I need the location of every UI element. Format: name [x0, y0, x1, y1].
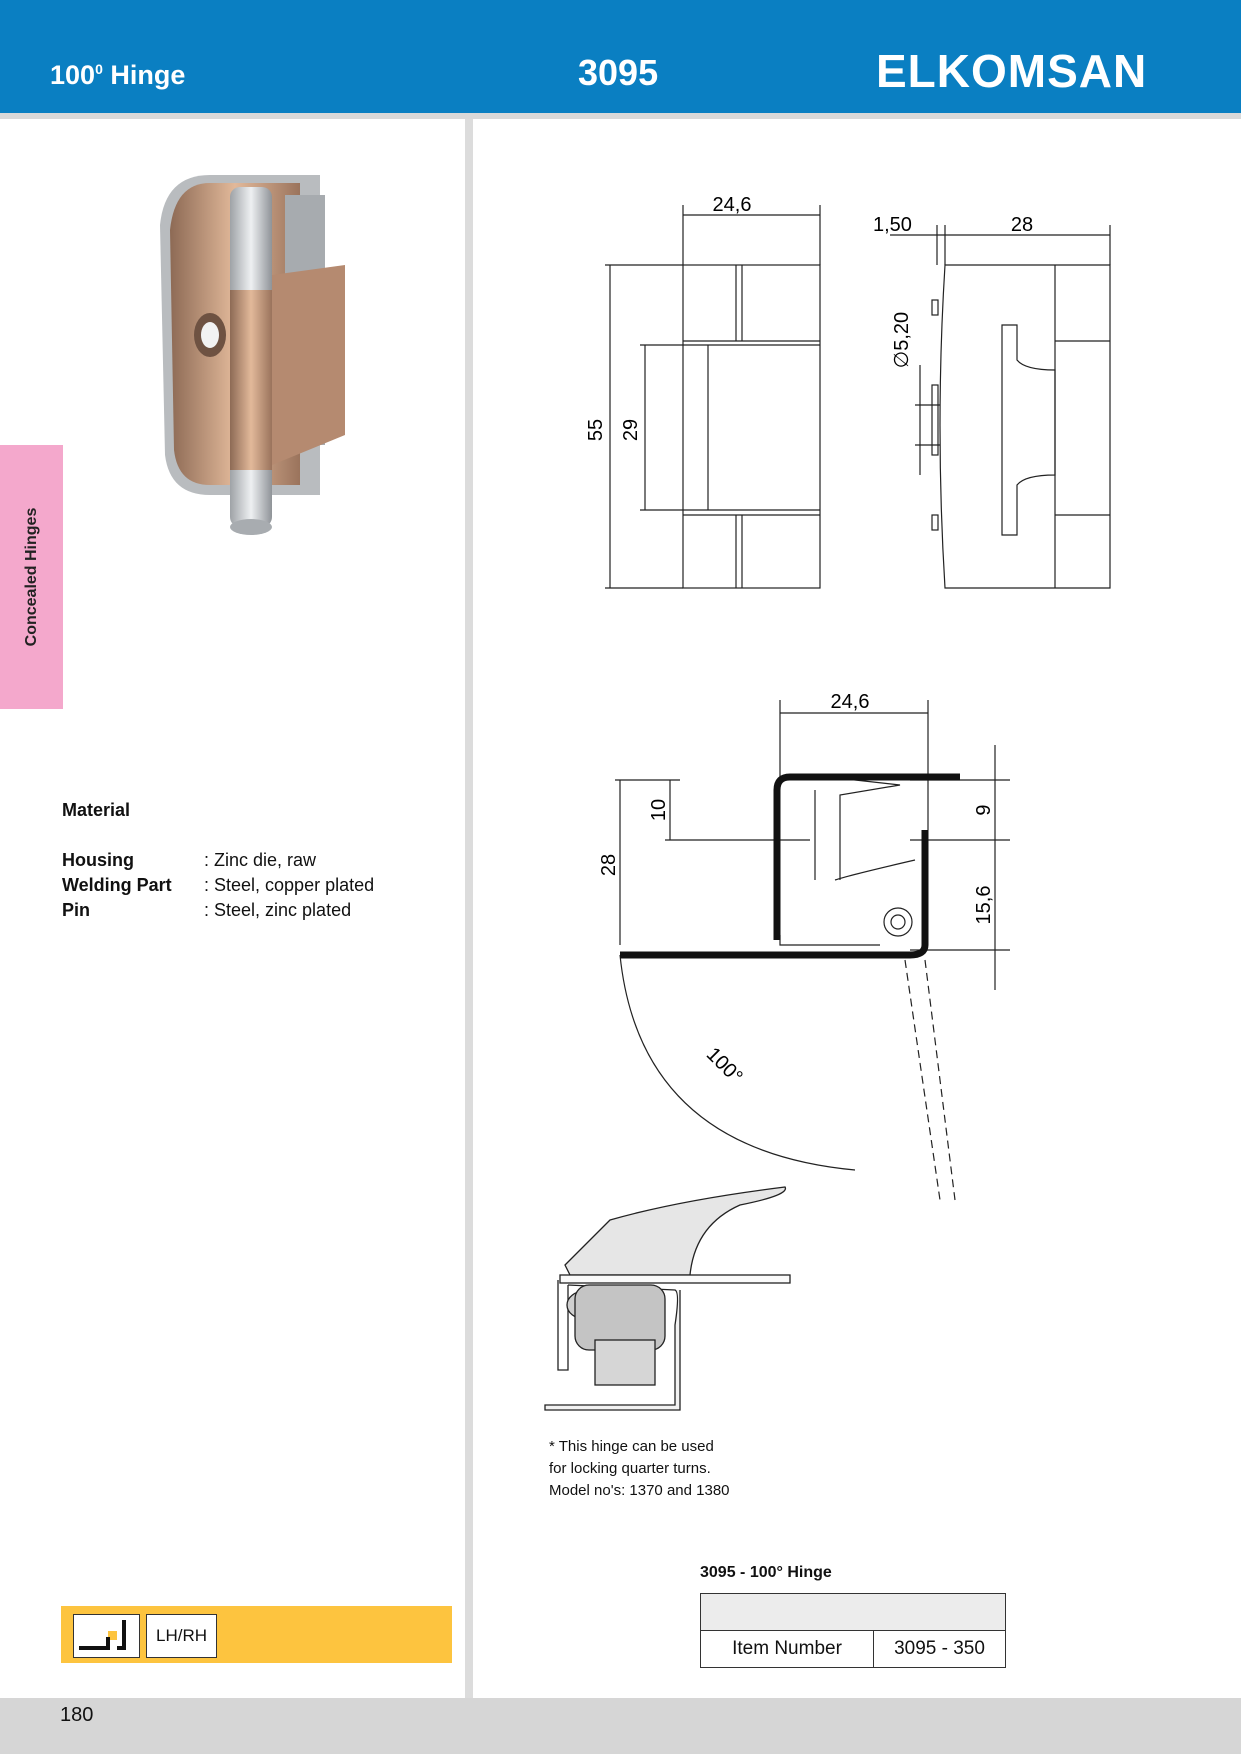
- hand-badge: LH/RH: [146, 1614, 217, 1658]
- material-value: : Steel, copper plated: [204, 875, 375, 895]
- mounting-type-icon: [73, 1614, 140, 1658]
- product-title: $100^0$ Hinge: [50, 60, 186, 90]
- usage-note: [549, 1436, 730, 1502]
- mounting-badge-box: [61, 1606, 452, 1663]
- material-label: Pin: [62, 900, 91, 920]
- material-value: : Steel, zinc plated: [204, 900, 352, 920]
- material-title: Material: [62, 800, 131, 820]
- table-title: 3095 - 100° Hinge: [700, 1564, 832, 1581]
- item-number-table: [700, 1593, 1006, 1668]
- product-code: 3095: [578, 52, 659, 93]
- footer-bar: [0, 1698, 1241, 1754]
- material-label: Housing: [62, 850, 134, 870]
- locking-handle-illustration: [540, 1180, 810, 1420]
- item-number-value: 3095 - 350: [874, 1631, 1006, 1668]
- note-line: Model no's: 1370 and 1380: [549, 1482, 730, 1499]
- header-bar: [0, 0, 1241, 113]
- section-lower-label: 15,6: [973, 885, 995, 925]
- section-depth-label: 28: [598, 853, 620, 877]
- section-offset-label: 10: [648, 798, 670, 822]
- note-line: for locking quarter turns.: [549, 1460, 711, 1477]
- side-thickness-label: 1,50: [873, 214, 912, 236]
- page-number: 180: [60, 1704, 94, 1726]
- category-tab: [0, 445, 63, 709]
- header-shadow: [0, 113, 1241, 119]
- table-row: [701, 1631, 1006, 1668]
- material-value: : Zinc die, raw: [204, 850, 317, 870]
- material-label: Welding Part: [62, 875, 172, 895]
- front-height-total-label: 55: [585, 418, 607, 442]
- section-drawing: [598, 680, 1020, 1210]
- note-line: * This hinge can be used: [549, 1438, 714, 1455]
- front-side-drawing: [585, 185, 1130, 605]
- item-number-label: Item Number: [701, 1631, 874, 1668]
- section-width-label: 24,6: [830, 691, 870, 713]
- side-width-label: 28: [1010, 214, 1034, 236]
- material-row-welding-part: [62, 875, 374, 896]
- section-angle-label: 100°: [701, 1043, 747, 1089]
- side-hole-label: ∅5,20: [891, 311, 913, 369]
- table-header-cell: [701, 1594, 1006, 1631]
- category-tab-label: Concealed Hinges: [22, 507, 40, 647]
- material-row-pin: [62, 900, 351, 921]
- brand-name: ELKOMSAN: [876, 45, 1148, 97]
- material-row-housing: [62, 850, 316, 871]
- section-upper-label: 9: [973, 804, 995, 816]
- front-height-inner-label: 29: [620, 418, 642, 442]
- front-width-label: 24,6: [712, 194, 752, 216]
- column-divider: [465, 119, 473, 1699]
- product-photo: [140, 165, 340, 565]
